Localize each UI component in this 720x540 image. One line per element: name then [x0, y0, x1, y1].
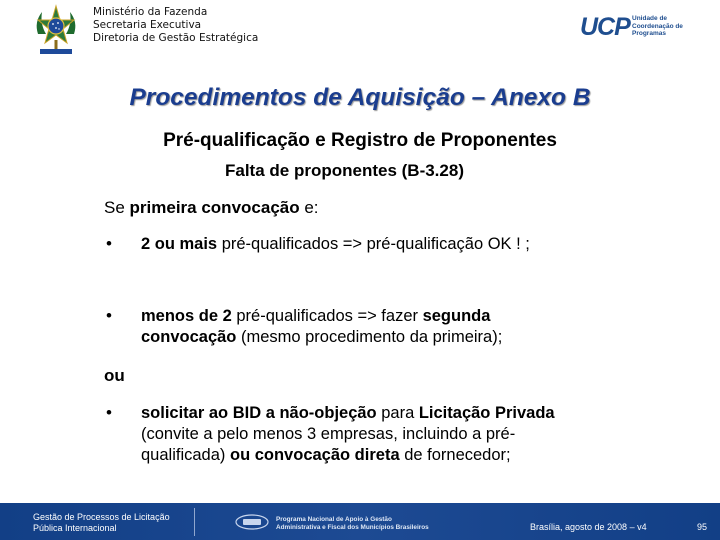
ucp-subtitle-line-2: Coordenação de — [632, 22, 683, 30]
footer-course-line-1: Gestão de Processos de Licitação — [33, 512, 170, 522]
bullet-item-2 — [141, 306, 661, 348]
ou-label: ou — [104, 366, 125, 385]
ucp-subtitle-line-1: Unidade de — [632, 15, 668, 22]
ministry-line-2: Secretaria Executiva — [93, 19, 202, 31]
bullet-marker-1: • — [106, 234, 112, 253]
bullet3-line-1 — [141, 403, 661, 424]
footer-program-name — [276, 516, 429, 532]
lead-text-before: Se — [104, 198, 130, 217]
bullet2-text-1: pré-qualificados => fazer — [231, 307, 423, 325]
slide-subtitle: Pré-qualificação e Registro de Proponentes — [163, 130, 557, 151]
pnafm-logo-icon — [235, 514, 269, 530]
ucp-acronym: UCP — [580, 13, 630, 41]
footer-date: Brasília, agosto de 2008 – v4 — [530, 522, 647, 532]
bullet1-bold: 2 ou mais — [141, 235, 218, 253]
bullet3-bold-3: ou convocação direta — [229, 446, 400, 464]
ucp-logo — [580, 12, 692, 46]
ministry-line-1: Ministério da Fazenda — [93, 6, 208, 18]
bullet3-text-1: para — [376, 404, 419, 422]
bullet2-line-2 — [141, 327, 661, 348]
ucp-subtitle — [632, 15, 683, 38]
brazil-coat-of-arms-icon — [32, 4, 80, 56]
footer-program-line-1: Programa Nacional de Apoio à Gestão — [276, 516, 392, 523]
bullet3-text-4: de fornecedor; — [399, 446, 511, 464]
footer-course-title — [33, 512, 170, 534]
bullet-item-1 — [141, 234, 661, 255]
bullet1-text: pré-qualificados => pré-qualificação OK ! ; — [217, 235, 530, 253]
bullet2-bold-1: menos de 2 — [141, 307, 232, 325]
footer-divider — [194, 508, 195, 536]
bullet-item-3 — [141, 403, 661, 466]
bullet2-bold-3: convocação — [141, 328, 237, 346]
section-heading: Falta de proponentes (B-3.28) — [225, 161, 464, 180]
slide-footer — [0, 503, 720, 540]
footer-course-line-2: Pública Internacional — [33, 523, 117, 533]
lead-bold: primeira convocação — [129, 198, 300, 217]
bullet2-text-2: (mesmo procedimento da primeira); — [236, 328, 503, 346]
ucp-subtitle-line-3: Programas — [632, 30, 666, 37]
slide-header — [0, 0, 720, 62]
bullet-marker-2: • — [106, 306, 112, 325]
ministry-line-3: Diretoria de Gestão Estratégica — [93, 32, 259, 44]
bullet2-bold-2: segunda — [422, 307, 491, 325]
bullet-marker-3: • — [106, 403, 112, 422]
bullet2-line-1 — [141, 306, 661, 327]
footer-program-line-2: Administrativa e Fiscal dos Municípios Brasileiros — [276, 524, 429, 531]
ministry-heading — [93, 6, 258, 45]
bullet3-text-3: qualificada) — [141, 446, 230, 464]
slide-title: Procedimentos de Aquisição – Anexo B — [129, 84, 591, 111]
lead-line — [104, 198, 319, 218]
bullet3-bold-2: Licitação Privada — [418, 404, 555, 422]
bullet3-bold-1: solicitar ao BID a não-objeção — [141, 404, 377, 422]
lead-text-after: e: — [299, 198, 319, 217]
bullet3-line-3 — [141, 445, 661, 466]
page-number: 95 — [697, 522, 708, 532]
bullet3-line-2: (convite a pelo menos 3 empresas, incluindo a pré- — [141, 425, 516, 443]
